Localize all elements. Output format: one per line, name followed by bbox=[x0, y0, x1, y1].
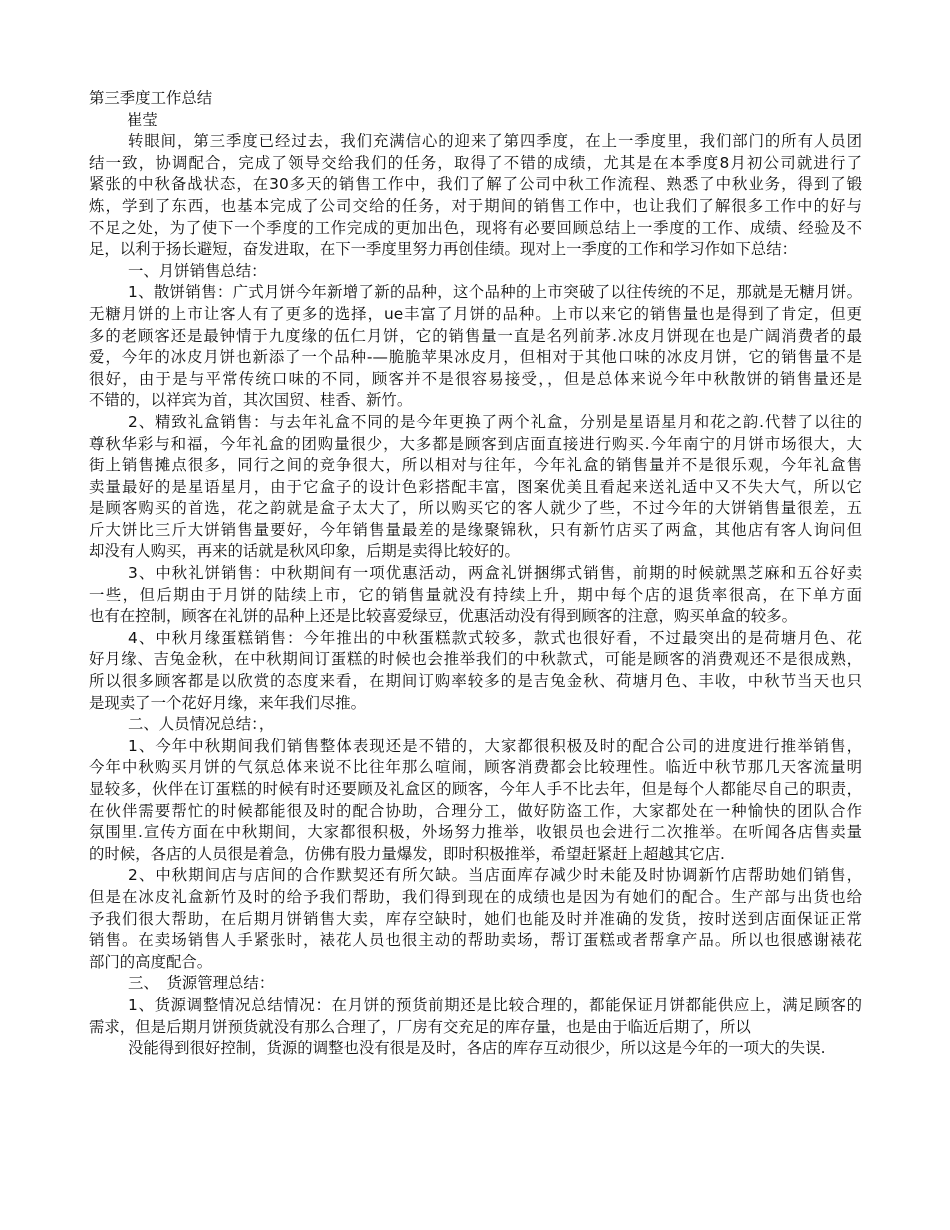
body-text-line: 一、月饼销售总结： bbox=[128, 261, 267, 280]
body-text-line: 予我们很大帮助，在后期月饼销售大卖，库存空缺时，她们也能及时并准确的发货，按时送到店面保证正常 bbox=[89, 909, 862, 928]
body-text-line: 不错的，以祥宾为首，其次国贸、桂香、新竹。 bbox=[89, 391, 413, 410]
body-text-line: 爱，今年的冰皮月饼也新添了一个品种-—脆脆苹果冰皮月，但相对于其他口味的冰皮月饼，它的销售量不是 bbox=[89, 348, 862, 367]
document-body bbox=[89, 131, 862, 1060]
body-text-line: 显较多，伙伴在订蛋糕的时候有时还要顾及礼盒区的顾客，今年人手不比去年，但是每个人都能尽自己的职责， bbox=[89, 780, 862, 798]
document-author: 崔莹 bbox=[127, 110, 158, 129]
body-text-line: 紧张的中秋备战状态，在30多天的销售工作中，我们了解了公司中秋工作流程、熟悉了中秋业务，得到了锻 bbox=[89, 175, 862, 194]
body-text-line: 结一致，协调配合，完成了领导交给我们的任务，取得了不错的成绩，尤其是在本季度8月初公司就进行了 bbox=[89, 153, 862, 172]
body-text-line: 在伙伴需要帮忙的时候都能很及时的配合协助，合理分工，做好防盗工作，大家都处在一种愉快的团队合作 bbox=[89, 801, 862, 820]
body-text-line: 2、中秋期间店与店间的合作默契还有所欠缺。当店面库存减少时未能及时协调新竹店帮助她们销售， bbox=[128, 866, 862, 885]
body-text-line: 炼，学到了东西，也基本完成了公司交给的任务，对于期间的销售工作中，也让我们了解很多工作中的好与 bbox=[89, 196, 862, 215]
body-text-line: 街上销售摊点很多，同行之间的竞争很大，所以相对与往年，今年礼盒的销售量并不是很乐观，今年礼盒售 bbox=[89, 456, 862, 475]
document-title: 第三季度工作总结 bbox=[89, 89, 213, 107]
body-text-line: 部门的高度配合。 bbox=[89, 952, 213, 971]
body-text-line: 卖量最好的是星语星月，由于它盒子的设计色彩搭配丰富，图案优美且看起来送礼适中又不失大气，所以它 bbox=[89, 477, 862, 496]
body-text-line: 所以很多顾客都是以欣赏的态度来看，在期间订购率较多的是吉兔金秋、荷塘月色、丰收，中秋节当天也只 bbox=[89, 672, 862, 691]
body-text-line: 尊秋华彩与和福，今年礼盒的团购量很少，大多都是顾客到店面直接进行购买.今年南宁的月饼市场很大，大 bbox=[89, 434, 862, 453]
body-text-line: 没能得到很好控制，货源的调整也没有很是及时，各店的库存互动很少，所以这是今年的一项大的失误. bbox=[128, 1039, 826, 1058]
body-text-line: 的时候，各店的人员很是着急，仿佛有股力量爆发，即时积极推举，希望赶紧赶上超越其它店. bbox=[89, 844, 725, 863]
body-text-line: 不足之处，为了使下一个季度的工作完成的更加出色，现将有必要回顾总结上一季度的工作、成绩、经验及不 bbox=[89, 218, 862, 237]
body-text-line: 是顾客购买的首选，花之韵就是盒子太大了，所以购买它的客人就少了些，不过今年的大饼销售量很差，五 bbox=[89, 499, 862, 518]
body-text-line: 转眼间，第三季度已经过去，我们充满信心的迎来了第四季度，在上一季度里，我们部门的所有人员团 bbox=[128, 132, 862, 151]
body-text-line: 也有在控制，顾客在礼饼的品种上还是比较喜爱绿豆，优惠活动没有得到顾客的注意，购买单盒的较多。 bbox=[89, 607, 797, 626]
body-text-line: 1、今年中秋期间我们销售整体表现还是不错的，大家都很积极及时的配合公司的进度进行推举销售， bbox=[128, 736, 862, 755]
body-text-line: 无糖月饼的上市让客人有了更多的选择，ue丰富了月饼的品种。上市以来它的销售量也是得到了肯定，但更 bbox=[89, 304, 862, 323]
body-text-line: 2、精致礼盒销售：与去年礼盒不同的是今年更换了两个礼盒，分别是星语星月和花之韵.代替了以往的 bbox=[128, 412, 862, 431]
body-text-line: 氛围里.宣传方面在中秋期间，大家都很积极，外场努力推举，收银员也会进行二次推举。在听闻各店售卖量 bbox=[89, 823, 862, 842]
body-text-line: 一些，但后期由于月饼的陆续上市，它的销售量就没有持续上升，期中每个店的退货率很高，在下单方面 bbox=[89, 585, 862, 604]
body-text-line: 今年中秋购买月饼的气氛总体来说不比往年那么喧闹，顾客消费都会比较理性。临近中秋节那几天客流量明 bbox=[89, 758, 862, 777]
body-text-line: 二、人员情况总结：， bbox=[128, 715, 275, 734]
body-text-line: 需求，但是后期月饼预货就没有那么合理了，厂房有交充足的库存量，也是由于临近后期了，所以 bbox=[89, 1017, 751, 1036]
body-text-line: 很好，由于是与平常传统口味的不同，顾客并不是很容易接受，，但是总体来说今年中秋散饼的销售量还是 bbox=[89, 369, 862, 388]
body-text-line: 多的老顾客还是最钟情于九度缘的伍仁月饼，它的销售量一直是名列前茅.冰皮月饼现在也是广阔消费者的最 bbox=[89, 326, 862, 345]
body-text-line: 好月缘、吉兔金秋，在中秋期间订蛋糕的时候也会推举我们的中秋款式，可能是顾客的消费观还不是很成熟， bbox=[89, 650, 862, 669]
body-text-line: 是现卖了一个花好月缘，来年我们尽推。 bbox=[89, 693, 367, 712]
body-text-line: 1、货源调整情况总结情况：在月饼的预货前期还是比较合理的，都能保证月饼都能供应上，满足顾客的 bbox=[128, 995, 862, 1014]
body-text-line: 三、 货源管理总结： bbox=[128, 974, 275, 993]
body-text-line: 但是在冰皮礼盒新竹及时的给予我们帮助，我们得到现在的成绩也是因为有她们的配合。生产部与出货也给 bbox=[89, 887, 862, 906]
body-text-line: 斤大饼比三斤大饼销售量要好，今年销售量最差的是缘聚锦秋，只有新竹店买了两盒，其他店有客人询问但 bbox=[89, 520, 862, 539]
body-text-line: 却没有人购买，再来的话就是秋风印象，后期是卖得比较好的。 bbox=[89, 542, 520, 561]
body-text-line: 足，以利于扬长避短，奋发进取，在下一季度里努力再创佳绩。现对上一季度的工作和学习作如下总结： bbox=[89, 240, 797, 259]
document-page bbox=[89, 88, 862, 1060]
body-text-line: 4、中秋月缘蛋糕销售：今年推出的中秋蛋糕款式较多，款式也很好看，不过最突出的是荷塘月色、花 bbox=[128, 628, 862, 647]
body-text-line: 销售。在卖场销售人手紧张时，裱花人员也很主动的帮助卖场，帮订蛋糕或者帮拿产品。所以也很感谢裱花 bbox=[89, 931, 862, 950]
body-text-line: 1、散饼销售：广式月饼今年新增了新的品种，这个品种的上市突破了以往传统的不足，那就是无糖月饼。 bbox=[128, 283, 862, 302]
body-text-line: 3、中秋礼饼销售：中秋期间有一项优惠活动，两盒礼饼捆绑式销售，前期的时候就黑芝麻和五谷好卖 bbox=[128, 564, 862, 583]
